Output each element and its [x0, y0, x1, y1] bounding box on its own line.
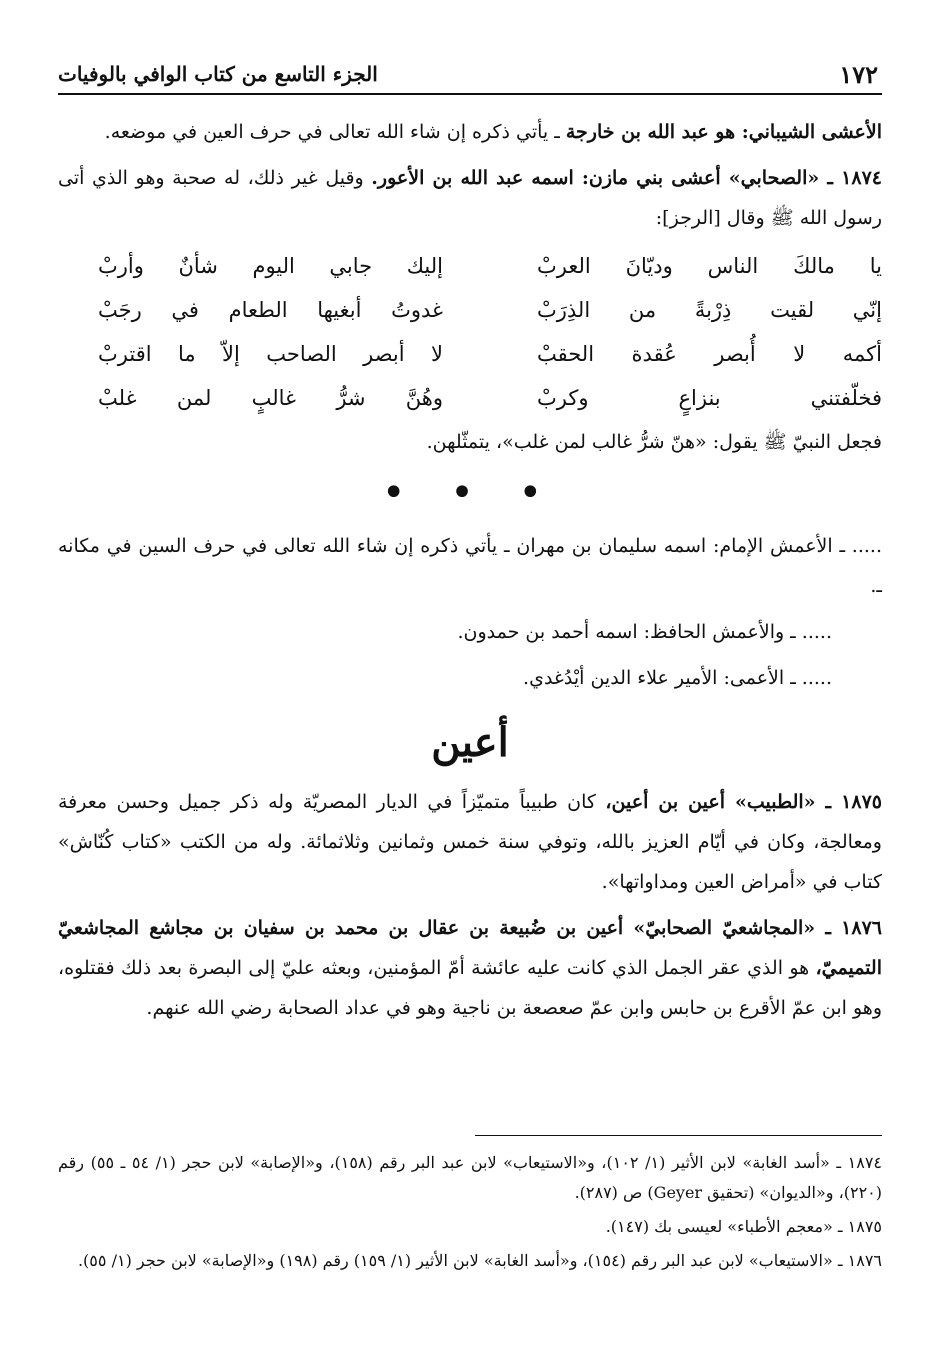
- footnote-rule: [475, 1135, 882, 1136]
- poem: [58, 244, 882, 420]
- verse-line: [58, 332, 882, 376]
- entry-al-amash-al-imam: ..... ـ الأعمش الإمام: اسمه سليمان بن مهران ـ يأتي ذكره إن شاء الله تعالى في حرف السين في مكانه ـ.: [58, 535, 882, 597]
- entry-heading: الأعشى الشيباني: هو عبد الله بن خارجة: [565, 121, 882, 143]
- verse-second-hemistich: لا أبصر الصاحب إلاّ ما اقتربْ: [98, 342, 443, 366]
- entry-1875: [58, 782, 882, 902]
- running-title: الجزء التاسع من كتاب الوافي بالوفيات: [58, 62, 378, 86]
- footnote-1874: ١٨٧٤ ـ «أسد الغابة» لابن الأثير (١/ ١٠٢)، و«الاستيعاب» لابن عبد البر رقم (١٥٨)، و«الإصابة» لابن حجر (١/ ٥٤ ـ ٥٥) رقم (٢٢٠)، و«الديوان» (تحقيق Geyer) ص (٢٨٧).: [58, 1153, 883, 1202]
- verse-second-hemistich: غدوتُ أبغيها الطعام في رجَبْ: [98, 298, 443, 322]
- page-number: ١٧٢: [839, 60, 878, 89]
- verse-second-hemistich: وهُنَّ شرُّ غالبٍ لمن غلبْ: [98, 386, 443, 410]
- entry-text: كان طبيباً متميّزاً في الديار المصريّة وله ذكر جميل وحسن معرفة ومعالجة، وكان في أيّام العزيز بالله، وتوفي سنة خمس وثمانين وثلاثمائة. وله من الكتب «كتاب كُنّاش» كتاب في «أمراض العين ومداواتها».: [58, 791, 882, 893]
- footnotes: [58, 1148, 882, 1280]
- entry-1874: [58, 158, 882, 238]
- verse-first-hemistich: أكمه لا أُبصر عُقدة الحقبْ: [537, 342, 882, 366]
- verse-first-hemistich: يا مالكَ الناس وديّانَ العربْ: [537, 254, 882, 278]
- entry-text: ـ يأتي ذكره إن شاء الله تعالى في حرف العين في موضعه.: [104, 121, 566, 143]
- entry-al-amash-al-hafiz: ..... ـ والأعمش الحافظ: اسمه أحمد بن حمدون.: [457, 621, 832, 643]
- entry-al-ama: ..... ـ الأعمى: الأمير علاء الدين أيْدُغدي.: [523, 667, 832, 689]
- entry-heading: ١٨٧٦ ـ «المجاشعيّ الصحابيّ» أعين بن ضُبيعة بن عقال بن محمد بن سفيان بن مجاشع المجاشعيّ التميميّ،: [58, 917, 882, 979]
- page-header: [58, 52, 882, 92]
- verse-line: [58, 376, 882, 420]
- section-separator: • • •: [381, 470, 559, 516]
- verse-line: [58, 244, 882, 288]
- verse-line: [58, 288, 882, 332]
- main-text: [58, 112, 882, 1034]
- entry-text: وقيل غير ذلك، له صحبة وهو الذي أتى رسول الله ﷺ وقال [الرجز]:: [58, 167, 882, 229]
- entry-1876: [58, 908, 882, 1028]
- footnote-1875: ١٨٧٥ ـ «معجم الأطباء» لعيسى بك (١٤٧).: [605, 1217, 882, 1236]
- section-heading: أعين: [431, 719, 509, 766]
- entry-text: هو الذي عقر الجمل الذي كانت عليه عائشة أمّ المؤمنين، وبعثه عليّ إلى البصرة بعد ذلك فقتلوه، وهو ابن عمّ الأقرع بن حابس وابن عمّ صعصعة بن ناجية وهو في عداد الصحابة رضي الله عنهم.: [58, 957, 882, 1019]
- entry-heading: ١٨٧٥ ـ «الطبيب» أعين بن أعين،: [605, 791, 882, 813]
- entry-1874-conclusion: فجعل النبيّ ﷺ يقول: «هنّ شرُّ غالب لمن غلب»، يتمثّلهن.: [426, 431, 882, 453]
- footnote-1876: ١٨٧٦ ـ «الاستيعاب» لابن عبد البر رقم (١٥٤)، و«أسد الغابة» لابن الأثير (١/ ١٥٩) رقم (١٩٨) و«الإصابة» لابن حجر (١/ ٥٥).: [77, 1251, 882, 1270]
- verse-first-hemistich: فخلّفتني بنزاعٍ وكربْ: [537, 386, 882, 410]
- entry-heading: ١٨٧٤ ـ «الصحابي» أعشى بني مازن: اسمه عبد الله بن الأعور.: [371, 167, 882, 189]
- verse-second-hemistich: إليك جابي اليوم شأنٌ وأربْ: [98, 254, 443, 278]
- entry-al-asha-al-shaybani: [58, 112, 882, 152]
- verse-first-hemistich: إنّي لقيت ذِرْبةً من الذِرَبْ: [537, 298, 882, 322]
- header-rule: [58, 93, 882, 95]
